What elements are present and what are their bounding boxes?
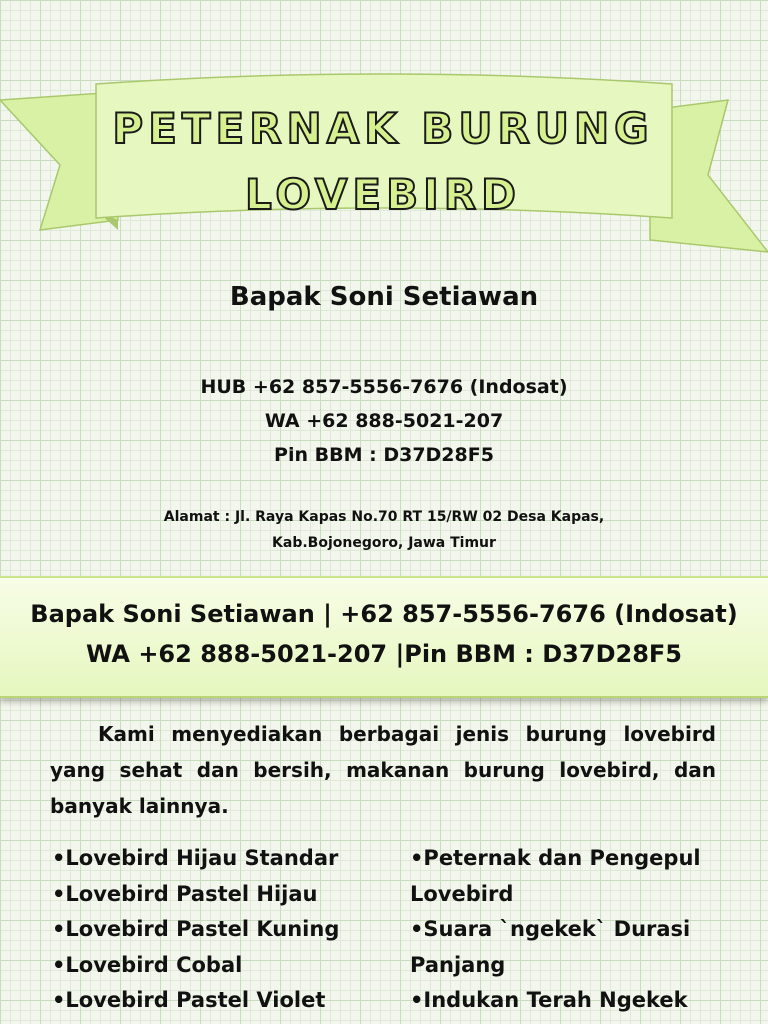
description-paragraph: Kami menyediakan berbagai jenis burung lovebird yang sehat dan bersih, makanan burung lovebird, dan banyak lainnya. <box>50 722 716 818</box>
contact-wa: WA +62 888-5021-207 <box>264 410 504 432</box>
address-line2: Kab.Bojonegoro, Jawa Timur <box>272 535 496 551</box>
list-item: •Indukan Terah Ngekek <box>410 988 688 1012</box>
list-item: •Lovebird Hijau Standar <box>52 846 339 870</box>
address-block <box>0 504 768 556</box>
info-box-line2: WA +62 888-5021-207 |Pin BBM : D37D28F5 <box>86 640 682 668</box>
owner-name: Bapak Soni Setiawan <box>229 282 539 312</box>
banner-title-line2: LOVEBIRD <box>245 170 521 219</box>
list-item: •Peternak dan Pengepul Lovebird <box>410 846 701 906</box>
contact-pin: Pin BBM : D37D28F5 <box>274 444 494 466</box>
list-item: •Lovebird Pastel Violet <box>52 988 326 1012</box>
list-item: •Suara `ngekek` Durasi Panjang <box>410 917 691 977</box>
banner-title-line1: PETERNAK BURUNG <box>112 104 654 153</box>
list-item: •Lovebird Cobal <box>52 952 243 977</box>
list-item: •Lovebird Pastel Hijau <box>52 881 318 906</box>
product-list-left <box>52 841 392 1019</box>
contact-info-box <box>0 576 768 698</box>
banner-title <box>96 96 670 228</box>
list-item: •Lovebird Pastel Kuning <box>52 917 340 941</box>
contact-block <box>0 370 768 472</box>
product-list-right <box>410 841 730 1019</box>
info-box-line1: Bapak Soni Setiawan | +62 857-5556-7676 (Indosat) <box>30 600 738 628</box>
contact-hub: HUB +62 857-5556-7676 (Indosat) <box>200 376 568 398</box>
address-line1: Alamat : Jl. Raya Kapas No.70 RT 15/RW 02 Desa Kapas, <box>163 509 605 525</box>
